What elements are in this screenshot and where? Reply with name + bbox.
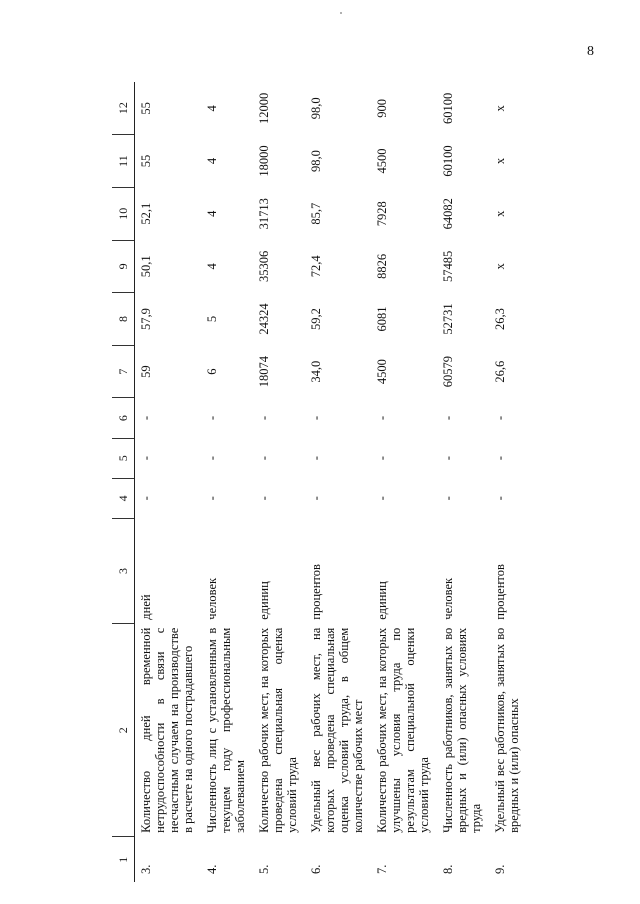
value-cell: 60579 xyxy=(441,356,455,388)
indicator-description: Количество дней временной нетрудоспособности в связи с несчастным случаем на производстве в расчете на одного пострадавшего xyxy=(139,627,195,833)
row-number: 9. xyxy=(493,864,507,874)
value-cell: 55 xyxy=(139,102,153,115)
table-row xyxy=(201,82,253,882)
value-cell: 50,1 xyxy=(139,255,153,278)
value-cell: 6 xyxy=(205,368,219,375)
value-cell: 18000 xyxy=(257,145,271,177)
row-number: 7. xyxy=(375,864,389,874)
rotated-table-sheet xyxy=(112,82,536,882)
col-header: 12 xyxy=(112,82,135,135)
value-cell: 4500 xyxy=(375,359,389,385)
col-header: 10 xyxy=(112,187,135,240)
row-number: 4. xyxy=(205,864,219,874)
unit-cell: единиц xyxy=(257,581,271,620)
value-cell: 4 xyxy=(205,157,219,165)
table-row xyxy=(135,82,202,882)
header-row xyxy=(112,82,135,882)
value-cell: - xyxy=(493,456,507,461)
col-header: 4 xyxy=(112,478,135,518)
indicator-description: Количество рабочих мест, на которых улучшены условия труда по результатам специальной оценки условий труда xyxy=(375,627,431,833)
indicator-description: Удельный вес рабочих мест, на которых проведена специальная оценка условий труда, в общем количестве рабочих мест xyxy=(309,627,365,833)
value-cell: - xyxy=(441,456,455,461)
indicators-table xyxy=(112,82,527,882)
value-cell: - xyxy=(375,415,389,421)
unit-cell: единиц xyxy=(375,581,389,620)
col-header: 2 xyxy=(112,624,135,837)
value-cell: - xyxy=(441,415,455,421)
indicator-description: Численность работников, занятых во вредных и (или) опасных условиях труда xyxy=(441,627,483,833)
indicator-description: Количество рабочих мест, на которых проведена специальная оценка условий труда xyxy=(257,627,299,833)
row-number: 3. xyxy=(139,864,153,874)
value-cell: 4 xyxy=(205,105,219,112)
value-cell: 26,3 xyxy=(493,308,507,330)
value-cell: - xyxy=(205,456,219,461)
value-cell: 34,0 xyxy=(309,360,323,383)
col-header: 1 xyxy=(112,837,135,882)
value-cell: - xyxy=(205,415,219,421)
table-row xyxy=(253,82,305,882)
value-cell: 59 xyxy=(139,365,153,378)
value-cell: x xyxy=(493,210,507,217)
table-row xyxy=(437,82,489,882)
col-header: 6 xyxy=(112,398,135,438)
value-cell: 59,2 xyxy=(309,308,323,330)
unit-cell: процентов xyxy=(493,564,507,620)
unit-cell: человек xyxy=(441,577,455,620)
value-cell: - xyxy=(257,415,271,421)
value-cell: - xyxy=(441,496,455,501)
col-header: 11 xyxy=(112,135,135,188)
value-cell: 60100 xyxy=(441,145,455,177)
value-cell: 35306 xyxy=(257,250,271,282)
value-cell: 8826 xyxy=(375,253,389,279)
value-cell: x xyxy=(493,157,507,165)
value-cell: - xyxy=(375,496,389,501)
value-cell: - xyxy=(139,496,153,501)
value-cell: - xyxy=(257,456,271,461)
value-cell: 57,9 xyxy=(139,308,153,330)
value-cell: 57485 xyxy=(441,250,455,282)
value-cell: 900 xyxy=(375,98,389,118)
value-cell: - xyxy=(257,496,271,501)
col-header: 3 xyxy=(112,518,135,623)
value-cell: x xyxy=(493,263,507,270)
value-cell: - xyxy=(493,415,507,421)
indicator-description: Численность лиц с установленным в текущем году профессиональным заболеванием xyxy=(205,627,247,833)
page-number: 8 xyxy=(587,44,594,59)
row-number: 6. xyxy=(309,864,323,874)
value-cell: x xyxy=(493,105,507,112)
table-body xyxy=(135,82,528,882)
indicator-description: Удельный вес работников, занятых во вредных и (или) опасных xyxy=(493,627,521,833)
value-cell: 52731 xyxy=(441,303,455,335)
unit-cell: процентов xyxy=(309,564,323,620)
table-row xyxy=(305,82,371,882)
value-cell: 85,7 xyxy=(309,202,323,225)
value-cell: 26,6 xyxy=(493,360,507,383)
value-cell: - xyxy=(205,496,219,501)
col-header: 8 xyxy=(112,293,135,346)
col-header: 5 xyxy=(112,438,135,478)
value-cell: 18074 xyxy=(257,356,271,388)
unit-cell: человек xyxy=(205,577,219,620)
value-cell: - xyxy=(375,456,389,461)
value-cell: 4 xyxy=(205,210,219,217)
value-cell: - xyxy=(139,456,153,461)
value-cell: - xyxy=(493,496,507,501)
value-cell: - xyxy=(309,415,323,421)
value-cell: - xyxy=(309,496,323,501)
value-cell: 4500 xyxy=(375,148,389,174)
unit-cell: дней xyxy=(139,594,153,620)
value-cell: 98,0 xyxy=(309,97,323,120)
value-cell: 98,0 xyxy=(309,150,323,172)
value-cell: 72,4 xyxy=(309,255,323,278)
row-number: 8. xyxy=(441,864,455,874)
col-header: 7 xyxy=(112,345,135,398)
value-cell: 64082 xyxy=(441,198,455,230)
value-cell: 4 xyxy=(205,263,219,270)
value-cell: 6081 xyxy=(375,306,389,332)
value-cell: 12000 xyxy=(257,92,271,124)
scan-speck xyxy=(340,12,342,14)
table-row xyxy=(371,82,437,882)
value-cell: 60100 xyxy=(441,92,455,124)
value-cell: 5 xyxy=(205,315,219,323)
value-cell: 24324 xyxy=(257,303,271,335)
value-cell: 55 xyxy=(139,154,153,168)
value-cell: 7928 xyxy=(375,201,389,227)
row-number: 5. xyxy=(257,864,271,874)
table-row xyxy=(489,82,527,882)
value-cell: - xyxy=(139,415,153,421)
value-cell: 31713 xyxy=(257,198,271,230)
value-cell: 52,1 xyxy=(139,202,153,225)
col-header: 9 xyxy=(112,240,135,293)
value-cell: - xyxy=(309,456,323,461)
